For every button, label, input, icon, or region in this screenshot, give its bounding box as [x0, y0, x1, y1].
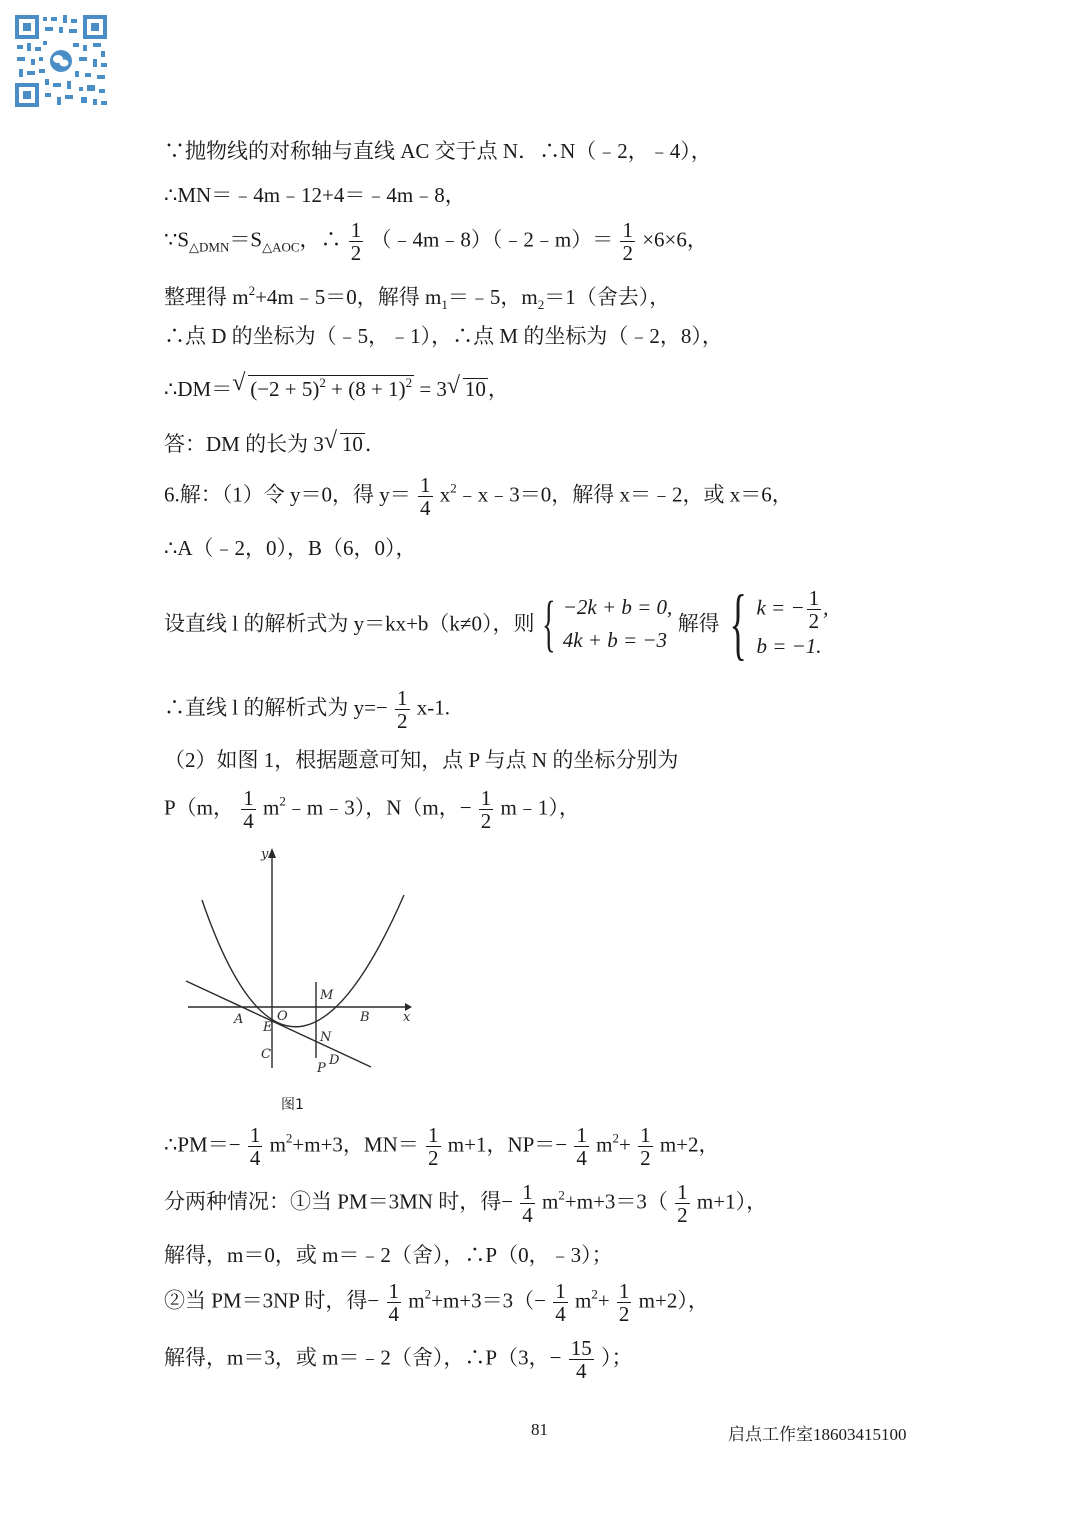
- fraction: $\frac{1}{2}$: [480, 786, 492, 834]
- wechat-qr-code-icon: [13, 13, 109, 109]
- fraction: $\frac{1}{2}$: [622, 218, 633, 266]
- solution-line: ∴MN＝﹣4m﹣12+4＝﹣4m﹣8，: [164, 183, 466, 207]
- square-root: √ 10: [323, 428, 363, 456]
- fraction: $\frac{1}{4}$: [420, 473, 431, 521]
- x-axis-label: x: [403, 1010, 411, 1025]
- fraction: $\frac{1}{2}$: [640, 1123, 651, 1171]
- equation-system: −2k + b = 0, 4k + b = −3: [562, 595, 673, 652]
- footer-brand: 启点工作室18603415100: [728, 1425, 907, 1444]
- problem-6-line: 6.解：（1）令 y＝0，得 y＝ $\frac{1}{4}$ $x^2﹣x﹣3=0$，解得 x＝﹣2，或 x＝6，: [164, 473, 793, 521]
- solution-line: ∵抛物线的对称轴与直线 AC 交于点 N．∴N（﹣2，﹣4），: [164, 139, 712, 163]
- point-e-label: E: [263, 1020, 273, 1035]
- point-p-label: P: [317, 1061, 326, 1076]
- fraction: $\frac{1}{4}$: [576, 1123, 587, 1171]
- segment-lengths-line: ∴PM＝− $\frac{1}{4}$ $m^2+m+3$，MN＝ $\frac{1}{2}$ m+1，NP＝− $\frac{1}{4}$ $m^2+$ $\frac{1}{2}$ m+2，: [164, 1123, 720, 1171]
- page-number: 81: [531, 1420, 548, 1439]
- point-d-label: D: [329, 1053, 340, 1068]
- fraction: $\frac{1}{2}$: [677, 1180, 688, 1228]
- point-c-label: C: [261, 1047, 271, 1062]
- solution-line: ∴A（﹣2，0），B（6，0），: [164, 536, 417, 560]
- case-2-line: ②当 PM＝3NP 时，得− $\frac{1}{4}$ $m^2+m+3=3(-$ $\frac{1}{4}$ $m^2+$ $\frac{1}{2}$ m+2），: [164, 1279, 709, 1327]
- fraction: $\frac{1}{2}$: [428, 1123, 439, 1171]
- fraction: $\frac{1}{4}$: [249, 1123, 261, 1171]
- fraction: $\frac{1}{4}$: [555, 1279, 566, 1327]
- solution-line: ∴点 D 的坐标为（﹣5，﹣1），∴点 M 的坐标为（﹣2，8），: [164, 324, 723, 348]
- answer-line: 答：DM 的长为 3 √ 10．: [164, 428, 386, 456]
- distance-formula-line: ∴DM＝ √ $(-2 + 5)^2 + (8 + 1)^2 = 3$ √ 10，: [164, 370, 509, 401]
- square-root: √ 10: [446, 373, 486, 401]
- solution-line: 解得，m＝0，或 m＝﹣2（舍），∴P（0，﹣3）；: [164, 1243, 613, 1267]
- solution-system: k = − $\frac{1}{2}$ , b = −1.: [756, 586, 829, 659]
- fraction: $\frac{1}{2}$: [618, 1279, 630, 1327]
- solution-line: 整理得 $m^2+4m﹣5=0$，解得 $m_1=﹣5$，$m_2=1$（舍去），: [164, 283, 671, 312]
- fraction: $\frac{1}{4}$: [388, 1279, 400, 1327]
- y-axis-label: y: [261, 847, 269, 862]
- point-a-label: A: [234, 1012, 244, 1027]
- fraction: $\frac{1}{2}$: [350, 218, 362, 266]
- linear-system-line: 设直线 l 的解析式为 y＝kx+b（k≠0），则 { −2k + b = 0, 4k + b = −3 解得 { k = − $\frac{1}{2}$ , b = −1.: [164, 580, 829, 668]
- point-m-label: M: [320, 988, 334, 1003]
- fraction: $\frac{1}{2}$: [397, 686, 408, 734]
- point-n-label: N: [320, 1030, 332, 1045]
- origin-label: O: [277, 1009, 288, 1024]
- solution-line: 解得，m＝3，或 m＝﹣2（舍），∴P（3，− $\frac{15}{4}$ ）；: [164, 1336, 633, 1384]
- fraction: $\frac{1}{4}$: [243, 786, 254, 834]
- area-equation-line: $\because S_{\triangle DMN}=S_{\triangle AOC}$，∴ $\frac{1}{2}$ （﹣4m﹣8）（﹣2﹣m）＝ $\frac{1}{2}$ ×6×6，: [164, 218, 708, 266]
- figure-caption: 图1: [281, 1097, 304, 1113]
- left-brace: {: [541, 590, 556, 658]
- solution-line: P（m， $\frac{1}{4}$ $m^2﹣m﹣3$），N（m，− $\frac{1}{2}$ m﹣1），: [164, 786, 580, 834]
- square-root: √ $(-2 + 5)^2 + (8 + 1)^2$: [232, 370, 413, 401]
- fraction: $\frac{15}{4}$: [570, 1336, 592, 1384]
- case-1-line: 分两种情况：①当 PM＝3MN 时，得− $\frac{1}{4}$ $m^2+m+3=3$（ $\frac{1}{2}$ m+1），: [164, 1180, 768, 1228]
- solution-line: ∴直线 l 的解析式为 y=− $\frac{1}{2}$ x-1.: [164, 686, 451, 734]
- left-brace: {: [729, 580, 747, 668]
- parabola-figure: [185, 843, 425, 1083]
- part-2-line: （2）如图 1，根据题意可知，点 P 与点 N 的坐标分别为: [164, 748, 679, 772]
- fraction: $\frac{1}{4}$: [522, 1180, 533, 1228]
- point-b-label: B: [360, 1010, 370, 1025]
